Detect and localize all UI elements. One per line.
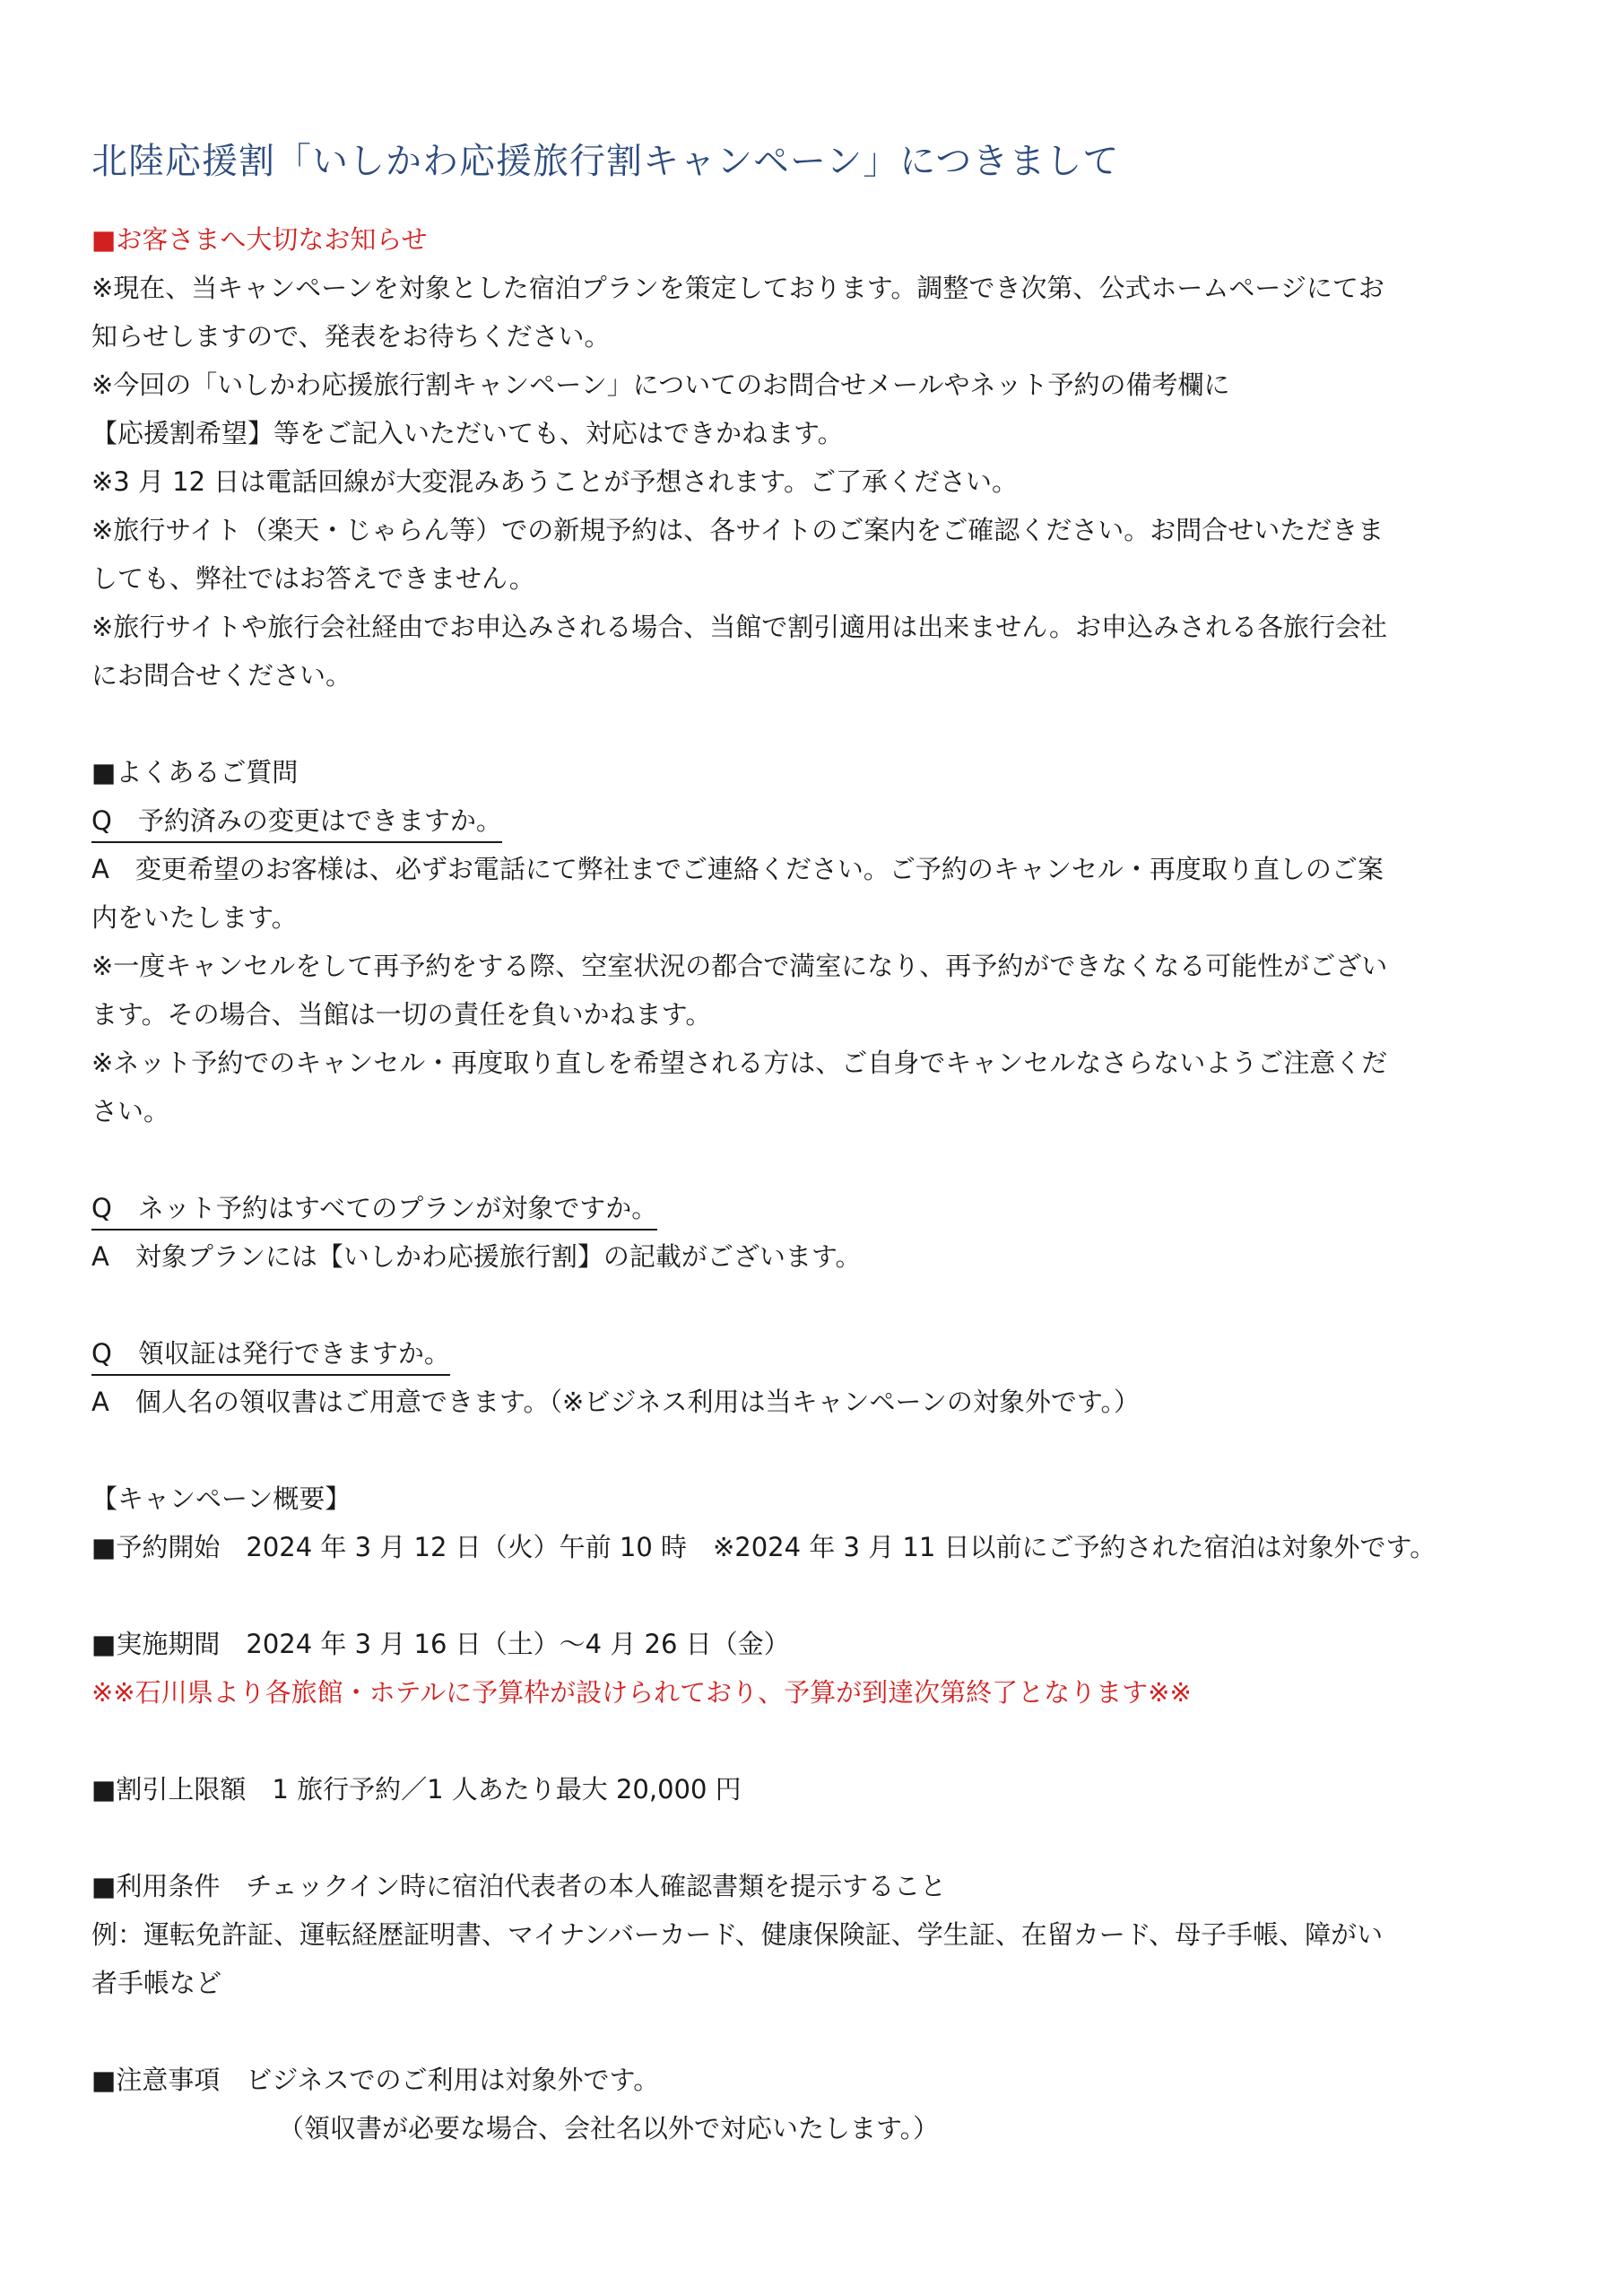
notice-line: ※旅行サイトや旅行会社経由でお申込みされる場合、当館で割引適用は出来ません。お申込みされる各旅行会社	[91, 612, 1388, 642]
faq-question-1-text: Q 予約済みの変更はできますか。	[91, 800, 502, 843]
faq-answer-3: A 個人名の領収書はご用意できます。（※ビジネス利用は当キャンペーンの対象外です。）	[91, 1387, 1141, 1417]
spacer	[91, 700, 1535, 748]
notice-line: にお問合せください。	[91, 660, 352, 691]
faq-heading: ■よくあるご質問	[91, 757, 299, 787]
notice-line: ※旅行サイト（楽天・じゃらん等）での新規予約は、各サイトのご案内をご確認ください。お問合せいただきま	[91, 515, 1384, 545]
faq-answer-line: さい。	[91, 1096, 170, 1126]
spacer	[91, 1426, 1535, 1474]
usage-conditions: ■利用条件 チェックイン時に宿泊代表者の本人確認書類を提示すること	[91, 1871, 947, 1901]
spacer	[91, 1281, 1535, 1329]
reservation-start: ■予約開始 2024 年 3 月 12 日（火）午前 10 時 ※2024 年 3 月 11 日以前にご予約された宿泊は対象外です。	[91, 1532, 1436, 1562]
notes: ■注意事項 ビジネスでのご利用は対象外です。	[91, 2065, 660, 2095]
faq-answer-line: ※一度キャンセルをして再予約をする際、空室状況の都合で満室になり、再予約ができなくなる可能性がござい	[91, 951, 1388, 981]
notice-line: ※現在、当キャンペーンを対象とした宿泊プランを策定しております。調整でき次第、公式ホームページにてお	[91, 273, 1384, 303]
notice-line: ※3 月 12 日は電話回線が大変混みあうことが予想されます。ご了承ください。	[91, 466, 1018, 497]
id-examples-line: 者手帳など	[91, 1968, 222, 1998]
faq-answer-line: 内をいたします。	[91, 902, 298, 933]
discount-limit: ■割引上限額 1 旅行予約／1 人あたり最大 20,000 円	[91, 1774, 742, 1805]
spacer	[91, 1135, 1535, 1184]
faq-answer-line: A 変更希望のお客様は、必ずお電話にて弊社までご連絡ください。ご予約のキャンセル・再度取り直しのご案	[91, 854, 1384, 884]
faq-question-2	[91, 1184, 1535, 1232]
notice-line: 知らせしますので、発表をお待ちください。	[91, 321, 611, 352]
faq-answer-2: A 対象プランには【いしかわ応援旅行割】の記載がございます。	[91, 1241, 862, 1272]
faq-answer-line: ※ネット予約でのキャンセル・再度取り直しを希望される方は、ご自身でキャンセルなさらないようご注意くだ	[91, 1048, 1388, 1078]
budget-note: ※※石川県より各旅館・ホテルに予算枠が設けられており、予算が到達次第終了となります※※	[91, 1677, 1192, 1708]
notes-sub: （領収書が必要な場合、会社名以外で対応いたします。）	[278, 2113, 940, 2144]
faq-question-3-text: Q 領収証は発行できますか。	[91, 1333, 450, 1376]
faq-question-1	[91, 796, 1535, 845]
page-title: 北陸応援割「いしかわ応援旅行割キャンペーン」につきまして	[91, 141, 1120, 182]
id-examples-line: 例：運転免許証、運転経歴証明書、マイナンバーカード、健康保険証、学生証、在留カード、母子手帳、障がい	[91, 1919, 1384, 1950]
faq-answer-line: ます。その場合、当館は一切の責任を負いかねます。	[91, 999, 712, 1030]
campaign-period: ■実施期間 2024 年 3 月 16 日（土）～4 月 26 日（金）	[91, 1629, 790, 1659]
spacer	[91, 1813, 1535, 1862]
notice-heading: ■お客さまへ大切なお知らせ	[91, 224, 428, 255]
notice-line: ※今回の「いしかわ応援旅行割キャンペーン」についてのお問合せメールやネット予約の備考欄に	[91, 370, 1230, 400]
faq-question-3	[91, 1329, 1535, 1378]
campaign-heading: 【キャンペーン概要】	[91, 1483, 352, 1514]
notice-line: しても、弊社ではお答えできません。	[91, 563, 535, 594]
document-body	[91, 215, 1535, 2152]
notice-line: 【応援割希望】等をご記入いただいても、対応はできかねます。	[91, 418, 844, 448]
spacer	[91, 1717, 1535, 1765]
faq-question-2-text: Q ネット予約はすべてのプランが対象ですか。	[91, 1187, 657, 1231]
spacer	[91, 1571, 1535, 1620]
spacer	[91, 2007, 1535, 2056]
